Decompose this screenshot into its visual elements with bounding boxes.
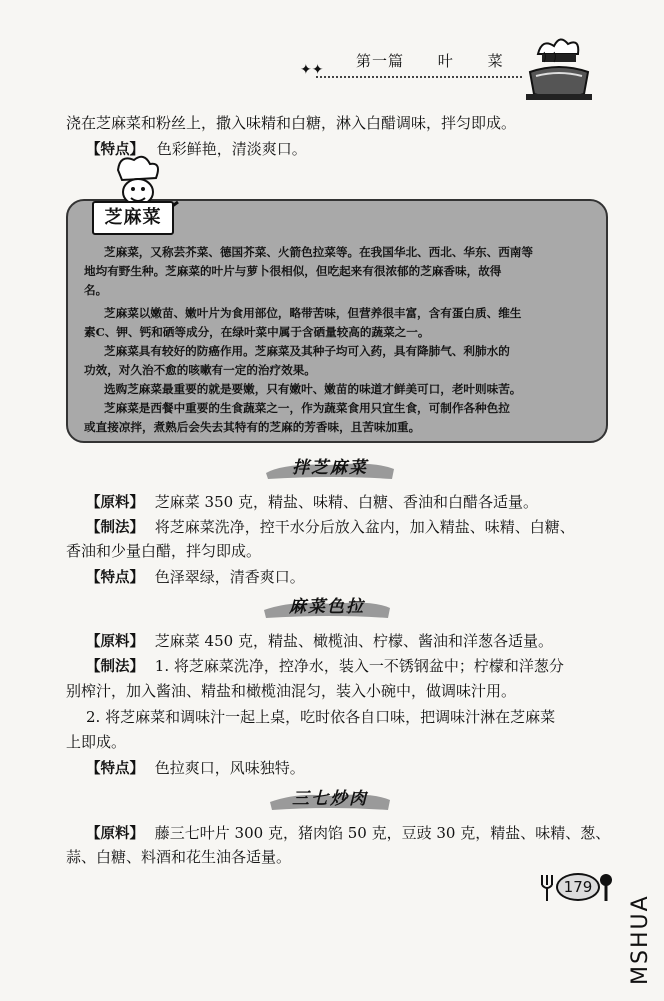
method-line: 2. 将芝麻菜和调味汁一起上桌，吃时依各自口味，把调味汁淋在芝麻菜 [86,708,556,726]
feature-text: 色拉爽口，风味独特。 [154,759,305,777]
running-header [356,50,504,71]
fork-icon [538,873,556,903]
ingredients-label: 【原料】 [86,826,144,842]
box-line: 芝麻菜具有较好的防癌作用。芝麻菜及其种子均可入药，具有降肺气、利肺水的 [104,344,510,358]
box-line: 地均有野生种。芝麻菜的叶片与萝卜很相似，但吃起来有很浓郁的芝麻香味，故得 [84,264,502,278]
box-line: 或直接凉拌，煮熟后会失去其特有的芝麻的芳香味，且苦味加重。 [84,420,421,434]
header-stars: ✦✦ [300,62,324,78]
ingredients-text: 藤三七叶片 300 克，猪肉馅 50 克，豆豉 30 克，精盐、味精、葱、 [154,824,611,842]
ingredients-label: 【原料】 [86,495,144,511]
ingredients-line [86,822,622,845]
box-line: 素C、钾、钙和硒等成分，在绿叶菜中属于含硒量较高的蔬菜之一。 [84,325,430,339]
method-line: 上即成。 [66,733,127,751]
spoon-icon [598,873,614,903]
method-line: 别榨汁，加入酱油、精盐和橄榄油混匀，装入小碗中，做调味汁用。 [66,682,517,700]
method-line [86,655,622,678]
section-title [264,455,396,481]
box-line: 芝麻菜是西餐中重要的生食蔬菜之一，作为蔬菜食用只宜生食，可制作各种色拉 [104,401,510,415]
feature-line [86,566,622,589]
method-line [86,516,622,539]
method-line: 香油和少量白醋，拌匀即成。 [66,542,262,560]
method-text: 1. 将芝麻菜洗净，控净水，装入一不锈钢盆中；柠檬和洋葱分 [154,657,564,675]
recipe-title: 麻菜色拉 [289,597,365,617]
method-label: 【制法】 [86,659,144,675]
feature-label: 【特点】 [86,142,144,158]
box-line: 芝麻菜，又称芸芥菜、德国芥菜、火箭色拉菜等。在我国华北、西北、华东、西南等 [104,245,533,259]
box-line: 芝麻菜以嫩苗、嫩叶片为食用部位，略带苦味，但营养很丰富，含有蛋白质、维生 [104,306,522,320]
section-title [268,786,392,812]
ingredients-text: 芝麻菜 450 克，精盐、橄榄油、柠檬、酱油和洋葱各适量。 [154,632,553,650]
cooking-pot-icon [524,32,594,112]
ingredients-line [86,491,622,514]
intro-line: 浇在芝麻菜和粉丝上，撒入味精和白糖，淋入白醋调味，拌匀即成。 [66,114,517,132]
header-title-2: 菜 [487,52,504,70]
box-line: 名。 [84,283,108,297]
chapter-label: 第一篇 [356,52,405,70]
box-line: 选购芝麻菜最重要的就是要嫩，只有嫩叶、嫩苗的味道才鲜美可口，老叶则味苦。 [104,382,522,396]
recipe-title: 三七炒肉 [292,789,368,809]
feature-label: 【特点】 [86,761,144,777]
feature-label: 【特点】 [86,570,144,586]
side-watermark: MSHUA [628,894,653,985]
method-text: 将芝麻菜洗净，控干水分后放入盆内，加入精盐、味精、白糖、 [154,518,575,536]
recipe-title: 拌芝麻菜 [292,458,368,478]
ingredients-line [86,630,622,653]
header-rule [316,76,522,78]
feature-text: 色彩鲜艳，清淡爽口。 [156,140,307,158]
ingredients-label: 【原料】 [86,634,144,650]
section-title [262,594,392,620]
method-label: 【制法】 [86,520,144,536]
feature-line [86,757,622,780]
ingredients-line: 蒜、白糖、料酒和花生油各适量。 [66,848,292,866]
page-number: 179 [556,873,600,901]
ingredients-text: 芝麻菜 350 克，精盐、味精、白糖、香油和白醋各适量。 [154,493,538,511]
header-title: 叶 [437,52,454,70]
box-line: 功效，对久治不愈的咳嗽有一定的治疗效果。 [84,363,316,377]
feature-text: 色泽翠绿，清香爽口。 [154,568,305,586]
box-title-badge: 芝麻菜 [92,201,174,235]
